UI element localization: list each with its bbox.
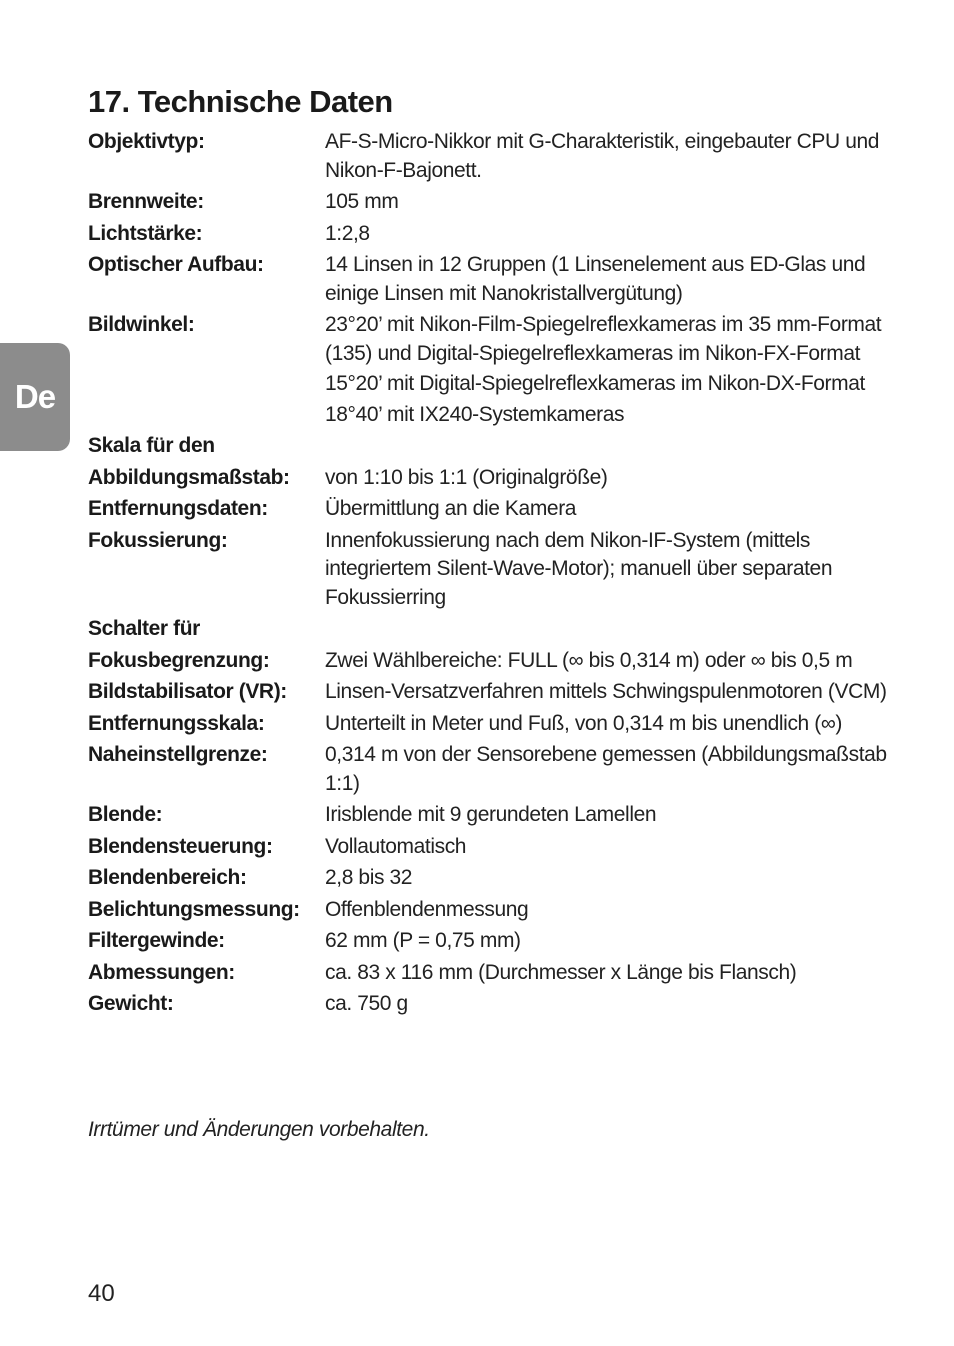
spec-value: 18°40’ mit IX240-Systemkameras: [325, 402, 625, 426]
spec-row-blendensteuerung: [88, 833, 908, 862]
spec-row-fokussierung: [88, 527, 908, 613]
spec-row-filtergewinde: [88, 927, 908, 956]
spec-value: Linsen-Versatzverfahren mittels Schwingspulenmotoren (VCM): [325, 680, 887, 703]
spec-row-naheinstellgrenze: [88, 741, 908, 798]
spec-label: Skala für den: [88, 434, 215, 457]
spec-value: Irisblende mit 9 gerundeten Lamellen: [325, 803, 657, 826]
spec-value: Innenfokussierung nach dem Nikon-IF-System (mittels integriertem Silent-Wave-Motor); manuell über separaten Fokussierring: [325, 528, 833, 609]
spec-value: AF-S-Micro-Nikkor mit G-Charakteristik, eingebauter CPU und Nikon-F-Bajonett.: [325, 130, 880, 182]
spec-label: Gewicht:: [88, 992, 174, 1015]
spec-row-gewicht: [88, 990, 908, 1019]
spec-label: Entfernungsskala:: [88, 711, 265, 735]
spec-value: 1:2,8: [325, 221, 370, 245]
spec-label: Fokussierung:: [88, 528, 228, 552]
spec-value: ca. 83 x 116 mm (Durchmesser x Länge bis Flansch): [325, 960, 797, 984]
disclaimer-note: Irrtümer und Änderungen vorbehalten.: [88, 1118, 430, 1141]
spec-row-bildwinkel: [88, 311, 908, 429]
spec-label: Lichtstärke:: [88, 221, 203, 245]
spec-value: Unterteilt in Meter und Fuß, von 0,314 m bis unendlich (∞): [325, 711, 843, 735]
spec-row-entfernungsdaten: [88, 495, 908, 524]
spec-row-brennweite: [88, 188, 908, 217]
spec-row-blendenbereich: [88, 864, 908, 893]
spec-row-schalter-fuer: [88, 615, 908, 644]
spec-row-bildstabilisator: [88, 678, 908, 707]
spec-label: Bildstabilisator (VR):: [88, 680, 287, 703]
spec-value: 23°20’ mit Nikon-Film-Spiegelreflexkameras im 35 mm-Format (135) und Digital-Spiegelreflexkameras im Nikon-FX-Format: [325, 313, 882, 365]
spec-label: Abmessungen:: [88, 960, 235, 984]
spec-label: Belichtungsmessung:: [88, 897, 300, 921]
spec-label: Fokusbegrenzung:: [88, 648, 270, 672]
spec-row-belichtungsmessung: [88, 896, 908, 925]
spec-label: Schalter für: [88, 617, 200, 640]
spec-value: 0,314 m von der Sensorebene gemessen (Abbildungsmaßstab 1:1): [325, 743, 887, 795]
spec-label: Optischer Aufbau:: [88, 253, 264, 276]
language-tab: De: [0, 343, 70, 451]
spec-value: 105 mm: [325, 190, 399, 213]
spec-row-skala-fuer-den: [88, 432, 908, 461]
spec-value: 62 mm (P = 0,75 mm): [325, 929, 521, 952]
spec-value: 2,8 bis 32: [325, 866, 413, 889]
spec-value: Vollautomatisch: [325, 834, 467, 858]
spec-row-lichtstaerke: [88, 220, 908, 249]
spec-value: 14 Linsen in 12 Gruppen (1 Linsenelement aus ED-Glas und einige Linsen mit Nanokristallvergütung): [325, 253, 866, 305]
spec-label: Abbildungsmaßstab:: [88, 465, 290, 489]
page-number: 40: [88, 1280, 115, 1307]
spec-row-optischer-aufbau: [88, 251, 908, 308]
spec-label: Filtergewinde:: [88, 929, 225, 952]
spec-label: Blendenbereich:: [88, 866, 247, 889]
spec-row-abmessungen: [88, 959, 908, 988]
spec-row-objektivtyp: [88, 128, 908, 185]
spec-value: Übermittlung an die Kamera: [325, 497, 577, 520]
spec-row-fokusbegrenzung: [88, 647, 908, 676]
spec-row-abbildungsmassstab: [88, 464, 908, 493]
spec-value: ca. 750 g: [325, 992, 408, 1015]
spec-row-blende: [88, 801, 908, 830]
spec-label: Naheinstellgrenze:: [88, 743, 268, 766]
page-title: 17. Technische Daten: [88, 84, 393, 119]
spec-table: [88, 128, 908, 1019]
spec-label: Blendensteuerung:: [88, 834, 273, 858]
spec-value: von 1:10 bis 1:1 (Originalgröße): [325, 465, 608, 489]
spec-label: Brennweite:: [88, 190, 204, 213]
spec-label: Objektivtyp:: [88, 130, 205, 153]
spec-label: Bildwinkel:: [88, 313, 195, 336]
spec-value: Offenblendenmessung: [325, 897, 529, 921]
spec-label: Entfernungsdaten:: [88, 497, 268, 520]
spec-value: 15°20’ mit Digital-Spiegelreflexkameras im Nikon-DX-Format: [325, 372, 865, 395]
spec-label: Blende:: [88, 803, 163, 826]
spec-row-entfernungsskala: [88, 710, 908, 739]
spec-value: Zwei Wählbereiche: FULL (∞ bis 0,314 m) oder ∞ bis 0,5 m: [325, 648, 853, 672]
